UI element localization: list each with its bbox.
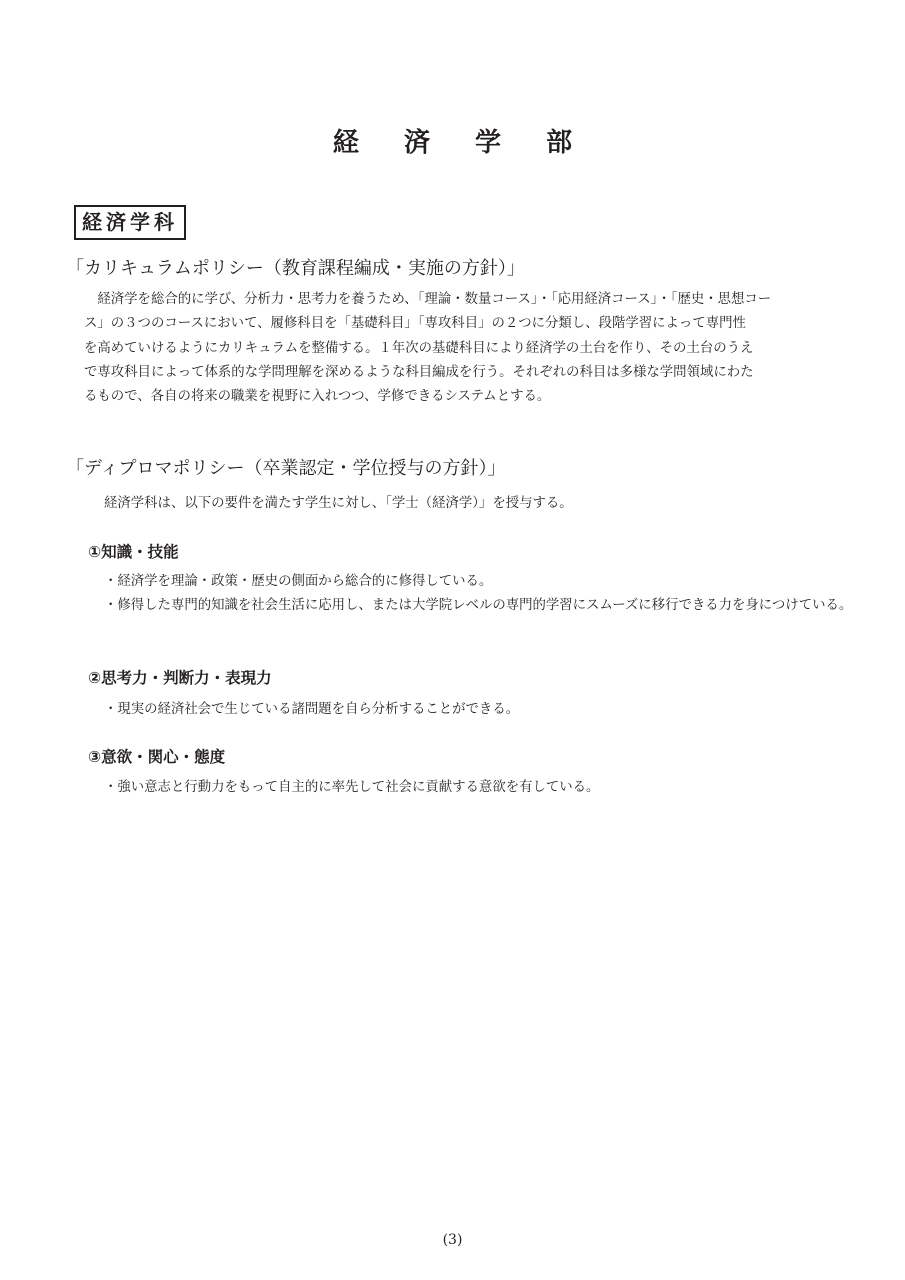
curriculum-line: 経済学を総合的に学び、分析力・思考力を養うため、「理論・数量コース」・「応用経済コース」・「歴史・思想コー <box>84 292 772 307</box>
motivation-attitude-list <box>104 776 864 800</box>
motivation-attitude-heading: ③意欲・関心・態度 <box>88 748 226 766</box>
department-title-box: 経済学科 <box>74 205 186 240</box>
curriculum-line: ス」の３つのコースにおいて、履修科目を「基礎科目」「専攻科目」の２つに分類し、段階学習によって専門性 <box>84 316 746 332</box>
thinking-judgment-heading: ②思考力・判断力・表現力 <box>88 669 272 687</box>
list-item: ・経済学を理論・政策・歴史の側面から総合的に修得している。 <box>104 574 493 589</box>
diploma-policy-intro: 経済学科は、以下の要件を満たす学生に対し、「学士（経済学）」を授与する。 <box>104 496 573 511</box>
page-title: 経 済 学 部 <box>332 128 591 158</box>
list-item: ・強い意志と行動力をもって自主的に率先して社会に貢献する意欲を有している。 <box>104 780 600 795</box>
curriculum-line: を高めていけるようにカリキュラムを整備する。１年次の基礎科目により経済学の土台を作り、その土台のうえ <box>84 340 754 356</box>
diploma-policy-heading: 「ディプロマポリシー（卒業認定・学位授与の方針）」 <box>66 458 506 479</box>
knowledge-skills-list <box>104 570 864 618</box>
curriculum-policy-body <box>84 288 864 409</box>
curriculum-line: るもので、各自の将来の職業を視野に入れつつ、学修できるシステムとする。 <box>84 389 551 405</box>
knowledge-skills-heading: ①知識・技能 <box>88 543 179 561</box>
list-item: ・修得した専門的知識を社会生活に応用し、または大学院レベルの専門的学習にスムーズに移行できる力を身につけている。 <box>104 598 853 613</box>
page-number: (3) <box>442 1232 463 1248</box>
list-item: ・現実の経済社会で生じている諸問題を自ら分析することができる。 <box>104 702 520 717</box>
thinking-judgment-list <box>104 698 864 722</box>
curriculum-policy-heading: 「カリキュラムポリシー（教育課程編成・実施の方針）」 <box>66 258 525 279</box>
curriculum-line: で専攻科目によって体系的な学問理解を深めるような科目編成を行う。それぞれの科目は多様な学問領域にわた <box>84 364 754 380</box>
